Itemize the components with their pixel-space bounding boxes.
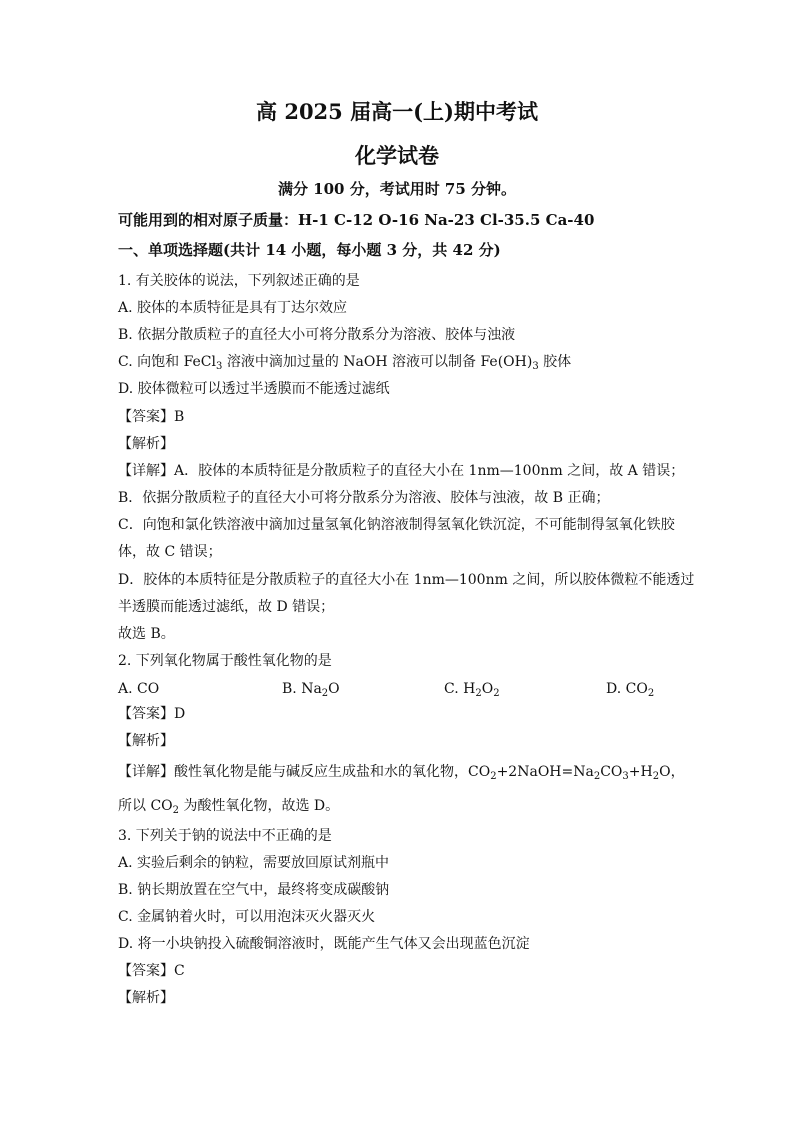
exam-subject: 化学试卷 (355, 143, 439, 168)
q2-detail-line (118, 762, 685, 787)
q3-option-d: D. 将一小块钠投入硫酸铜溶液时，既能产生气体又会出现蓝色沉淀 (118, 936, 530, 952)
exam-meta: 满分 100 分，考试用时 75 分钟。 (277, 180, 517, 198)
q2-option-b (282, 679, 340, 704)
q1-detail-line: 半透膜而能透过滤纸，故 D 错误； (118, 599, 335, 615)
eq-part: +H (628, 764, 653, 780)
q1-stem: 1. 有关胶体的说法，下列叙述正确的是 (118, 273, 360, 289)
eq-sub: 2 (490, 771, 497, 782)
eq-sub: 3 (622, 771, 629, 782)
q2-d-sub: 2 (647, 688, 655, 699)
q2-d-text: D. CO (606, 681, 648, 697)
q3-analysis-label: 【解析】 (118, 990, 174, 1006)
q1-option-b: B. 依据分散质粒子的直径大小可将分散系分为溶液、胶体与浊液 (118, 327, 516, 343)
eq-sub: 2 (593, 771, 601, 782)
q2-c-text-2: O (481, 681, 494, 697)
atomic-masses: 可能用到的相对原子质量：H-1 C-12 O-16 Na-23 Cl-35.5 Ca-40 (118, 211, 595, 229)
q3-option-b: B. 钠长期放置在空气中，最终将变成碳酸钠 (118, 882, 390, 898)
q3-option-a: A. 实验后剩余的钠粒，需要放回原试剂瓶中 (118, 855, 390, 871)
q1-c-text-2: 溶液中滴加过量的 NaOH 溶液可以制备 Fe(OH) (222, 354, 533, 370)
q2-conclusion-sub: 2 (172, 805, 180, 816)
q2-detail-text: 【详解】酸性氧化物是能与碱反应生成盐和水的氧化物， (118, 764, 468, 780)
q1-c-text-3: 胶体 (538, 354, 572, 370)
q2-answer: 【答案】D (118, 706, 186, 722)
q2-detail-tail: ， (670, 764, 685, 780)
q2-option-d (606, 679, 654, 704)
q3-answer: 【答案】C (118, 963, 185, 979)
q2-c-text: C. H (444, 681, 476, 697)
q2-b-text-2: O (328, 681, 340, 697)
q1-answer: 【答案】B (118, 409, 185, 425)
q1-option-d: D. 胶体微粒可以透过半透膜而不能透过滤纸 (118, 381, 390, 397)
q2-conclusion-text-2: 为酸性氧化物，故选 D。 (179, 798, 340, 814)
q2-stem: 2. 下列氧化物属于酸性氧化物的是 (118, 653, 332, 669)
q3-stem: 3. 下列关于钠的说法中不正确的是 (118, 828, 332, 844)
q2-conclusion (118, 796, 339, 821)
q2-option-c (444, 679, 500, 704)
q1-detail-line: 体，故 C 错误； (118, 544, 222, 560)
q1-detail-line: 【详解】A．胶体的本质特征是分散质粒子的直径大小在 1nm—100nm 之间，故 A 错误； (118, 463, 685, 479)
q2-analysis-label: 【解析】 (118, 733, 174, 749)
q1-detail-line: D．胶体的本质特征是分散质粒子的直径大小在 1nm—100nm 之间，所以胶体微粒不能透过 (118, 572, 695, 588)
q1-detail-line: C．向饱和氯化铁溶液中滴加过量氢氧化钠溶液制得氢氧化铁沉淀，不可能制得氢氧化铁胶 (118, 517, 675, 533)
q2-equation (468, 764, 671, 780)
q2-b-sub: 2 (321, 688, 329, 699)
q1-c-sub-2: 3 (532, 361, 539, 372)
q1-detail-line: B．依据分散质粒子的直径大小可将分散系分为溶液、胶体与浊液，故 B 正确； (118, 490, 610, 506)
q2-b-text: B. Na (282, 681, 322, 697)
q1-c-text-1: C. 向饱和 FeCl (118, 354, 216, 370)
eq-part: CO (468, 764, 491, 780)
q1-analysis-label: 【解析】 (118, 436, 174, 452)
q1-option-a: A. 胶体的本质特征是具有丁达尔效应 (118, 300, 348, 316)
eq-part: O (659, 764, 671, 780)
q1-option-c (118, 352, 571, 377)
eq-sub: 2 (652, 771, 660, 782)
q2-c-sub-2: 2 (493, 688, 500, 699)
eq-part: +2NaOH=Na (496, 764, 594, 780)
exam-title: 高 2025 届高一(上)期中考试 (256, 99, 538, 124)
q2-c-sub: 2 (475, 688, 482, 699)
q2-option-a: A. CO (118, 681, 160, 697)
eq-part: CO (600, 764, 623, 780)
q1-c-sub-1: 3 (216, 361, 223, 372)
section-heading: 一、单项选择题(共计 14 小题，每小题 3 分，共 42 分) (118, 241, 501, 259)
q2-conclusion-text: 所以 CO (118, 798, 173, 814)
q1-conclusion: 故选 B。 (118, 626, 175, 642)
q3-option-c: C. 金属钠着火时，可以用泡沫灭火器灭火 (118, 909, 376, 925)
